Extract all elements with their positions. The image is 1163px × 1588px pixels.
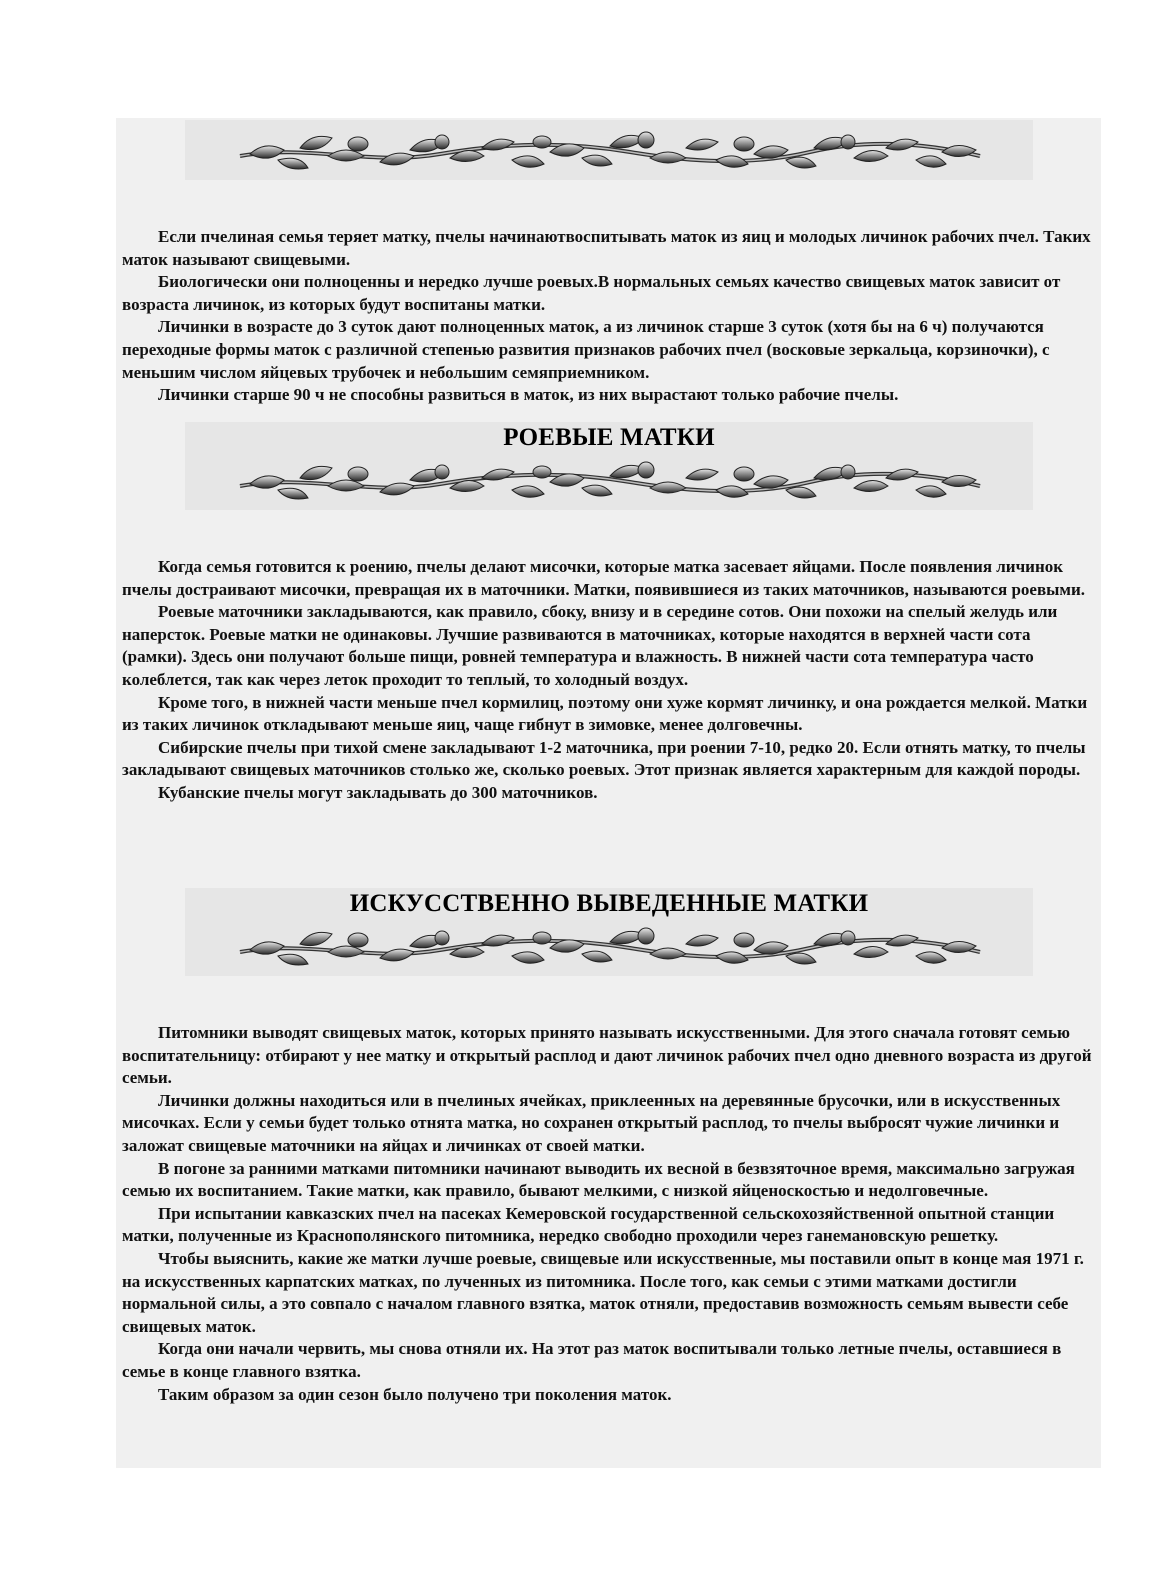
paragraph: В погоне за ранними матками питомники начинают выводить их весной в безвзяточное время, максимально загружая семью их воспитанием. Такие матки, как правило, бывают мелкими, с низкой яйценоскостью и недолговечные.: [122, 1158, 1075, 1201]
paragraph: При испытании кавказских пчел на пасеках Кемеровской государственной сельскохозяйственной опытной станции матки, полученные из Краснополянского питомника, нередко свободно проходили через ганемановскую решетку.: [122, 1203, 1055, 1246]
vine-ornament-icon: [230, 122, 990, 178]
vine-banner: [185, 120, 1033, 180]
section-banner: [185, 888, 1033, 976]
paragraph: Биологически они полноценны и нередко лучше роевых.В нормальных семьях качество свищевых маток зависит от возраста личинок, из которых будут воспитаны матки.: [122, 272, 1061, 314]
paragraph: Роевые маточники закладываются, как правило, сбоку, внизу и в середине сотов. Они похожи на спелый желудь или наперсток. Роевые матки не одинаковы. Лучшие развиваются в маточниках, которые находятся в верхней части сота (рамки). Здесь они получают больше пищи, ровней температура и влажность. В нижней части сота температура часто колеблется, так как через леток проходит то теплый, то холодный воздух.: [122, 602, 1058, 689]
paragraph: Если пчелиная семья теряет матку, пчелы начинаютвоспитывать маток из яиц и молодых личинок рабочих пчел. Таких маток называют свищевыми.: [122, 227, 1091, 269]
paragraph: Личинки должны находиться или в пчелиных ячейках, приклеенных на деревянные брусочки, или в искусственных мисочках. Если у семьи будет только отнята матка, но сохранен открытый расплод, то пчелы выбросят чужие личинки и заложат свищевые маточники на яйцах и личинках от своей матки.: [122, 1090, 1061, 1155]
paragraph: Личинки старше 90 ч не способны развиться в маток, из них вырастают только рабочие пчелы.: [158, 385, 899, 405]
paragraph: Личинки в возрасте до 3 суток дают полноценных маток, а из личинок старше 3 суток (хотя бы на 6 ч) получаются переходные формы маток с различной степенью развития признаков рабочих пчел (восковые зеркальца, корзиночки), с меньшим числом яйцевых трубочек и небольшим семяприемником.: [122, 317, 1050, 382]
section-body: [116, 226, 1101, 407]
section-title: РОЕВЫЕ МАТКИ: [503, 424, 715, 451]
section-body: [116, 1022, 1101, 1406]
section-title: ИСКУССТВЕННО ВЫВЕДЕННЫЕ МАТКИ: [349, 890, 869, 917]
paragraph: Сибирские пчелы при тихой смене закладывают 1-2 маточника, при роении 7-10, редко 20. Если отнять матку, то пчелы закладывают свищевых маточников столько же, сколько роевых. Этот признак является характерным для каждой породы.: [122, 737, 1086, 780]
vine-ornament-icon: [230, 452, 990, 508]
paragraph: Питомники выводят свищевых маток, которых принято называть искусственными. Для этого сначала готовят семью воспитательницу: отбирают у нее матку и открытый расплод и дают личинок рабочих пчел одно дневного возраста из другой семьи.: [122, 1023, 1092, 1088]
section-banner: [185, 422, 1033, 510]
paragraph: Когда они начали червить, мы снова отняли их. На этот раз маток воспитывали только летные пчелы, оставшиеся в семье в конце главного взятка.: [122, 1339, 1062, 1381]
paragraph: Когда семья готовится к роению, пчелы делают мисочки, которые матка засевает яйцами. После появления личинок пчелы достраивают мисочки, превращая их в маточники. Матки, появившиеся из таких маточников, называются роевыми.: [122, 557, 1086, 599]
paragraph: Кубанские пчелы могут закладывать до 300 маточников.: [158, 782, 598, 802]
section-body: [116, 556, 1101, 805]
paragraph: Чтобы выяснить, какие же матки лучше роевые, свищевые или искусственные, мы поставили опыт в конце мая 1971 г. на искусственных карпатских матках, по лученных из питомника. После того, как семьи с этими матками достигли нормальной силы, а это совпало с началом главного взятка, маток отняли, предоставив возможность семьям вывести себе свищевых маток.: [122, 1248, 1084, 1336]
paragraph: Таким образом за один сезон было получено три поколения маток.: [158, 1384, 672, 1404]
paragraph: Кроме того, в нижней части меньше пчел кормилиц, поэтому они хуже кормят личинку, и она рождается мелкой. Матки из таких личинок откладывают меньше яиц, чаще гибнут в зимовке, менее долговечны.: [122, 692, 1088, 735]
vine-ornament-icon: [230, 918, 990, 974]
